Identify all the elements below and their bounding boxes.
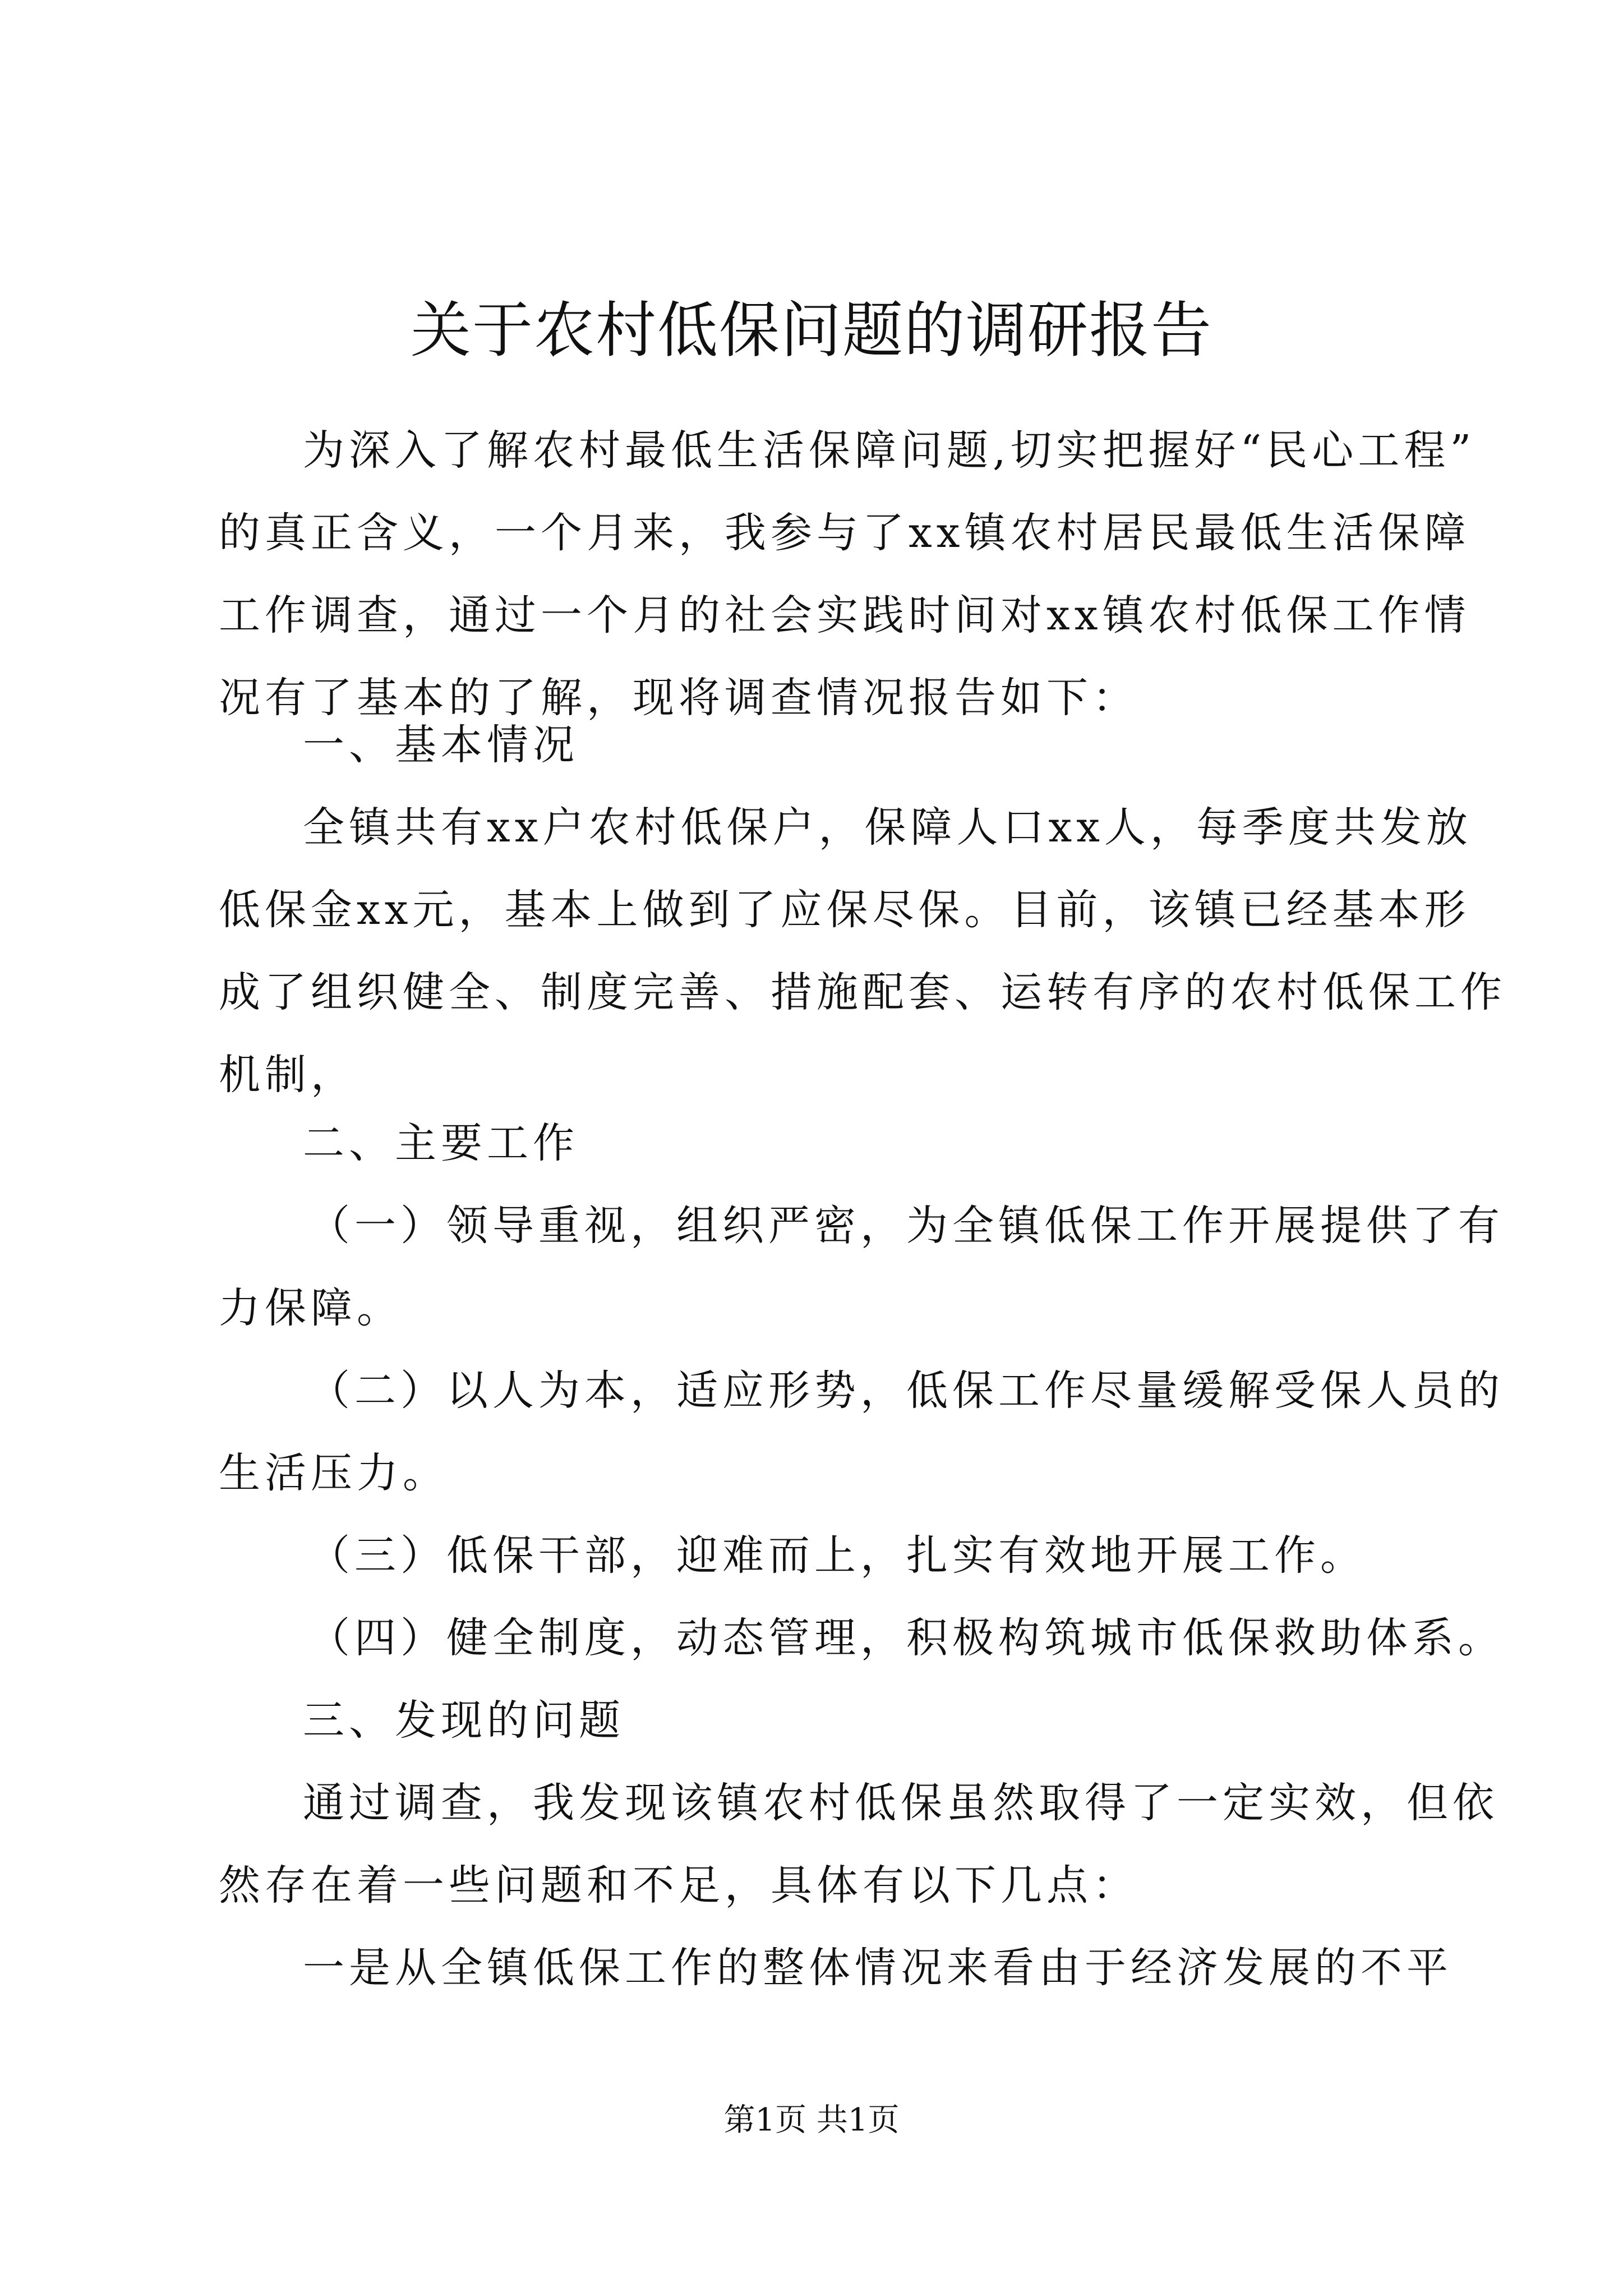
item1-line-2: 力保障。 xyxy=(219,1284,403,1332)
section1-paragraph xyxy=(219,786,1506,1116)
point1-paragraph xyxy=(219,1927,1453,2009)
section2-heading: 二、主要工作 xyxy=(303,1119,579,1167)
section1-line-4: 机制， xyxy=(219,1051,357,1099)
intro-line-2: 的真正含义，一个月来，我参与了xx镇农村居民最低生活保障 xyxy=(219,509,1470,557)
intro-line-3: 工作调查，通过一个月的社会实践时间对xx镇农村低保工作情 xyxy=(219,591,1470,639)
section1-line-1: 全镇共有xx户农村低保户，保障人口xx人，每季度共发放 xyxy=(303,803,1472,852)
section3-line-1: 通过调查，我发现该镇农村低保虽然取得了一定实效，但依 xyxy=(303,1779,1498,1827)
section3-paragraph xyxy=(219,1762,1498,1927)
section1-heading: 一、基本情况 xyxy=(303,721,579,769)
item4-line: （四）健全制度，动态管理，积极构筑城市低保救助体系。 xyxy=(308,1614,1504,1662)
item4-paragraph xyxy=(219,1597,1504,1680)
intro-paragraph xyxy=(219,409,1476,739)
section1-line-2: 低保金xx元，基本上做到了应保尽保。目前，该镇已经基本形 xyxy=(219,886,1470,934)
page-footer: 第1页 共1页 xyxy=(723,2102,900,2138)
section1-line-3: 成了组织健全、制度完善、措施配套、运转有序的农村低保工作 xyxy=(219,968,1506,1016)
section3-heading: 三、发现的问题 xyxy=(303,1696,625,1745)
intro-line-4: 况有了基本的了解，现将调查情况报告如下： xyxy=(219,674,1138,722)
item1-line-1: （一）领导重视，组织严密，为全镇低保工作开展提供了有 xyxy=(308,1202,1504,1250)
item3-paragraph xyxy=(219,1515,1413,1597)
item3-line: （三）低保干部，迎难而上，扎实有效地开展工作。 xyxy=(308,1531,1366,1580)
section3-heading-block xyxy=(219,1680,1413,1762)
point1-line: 一是从全镇低保工作的整体情况来看由于经济发展的不平 xyxy=(303,1944,1453,1992)
intro-line-1: 为深入了解农村最低生活保障问题,切实把握好“民心工程” xyxy=(303,426,1476,475)
document-title: 关于农村低保问题的调研报告 xyxy=(410,296,1212,366)
section2-heading-block xyxy=(219,1102,1413,1185)
item2-paragraph xyxy=(219,1350,1504,1515)
item2-line-2: 生活压力。 xyxy=(219,1449,449,1497)
item1-paragraph xyxy=(219,1185,1504,1350)
section3-line-2: 然存在着一些问题和不足，具体有以下几点： xyxy=(219,1861,1138,1910)
item2-line-1: （二）以人为本，适应形势，低保工作尽量缓解受保人员的 xyxy=(308,1366,1504,1415)
section1-heading-block xyxy=(219,704,1413,786)
